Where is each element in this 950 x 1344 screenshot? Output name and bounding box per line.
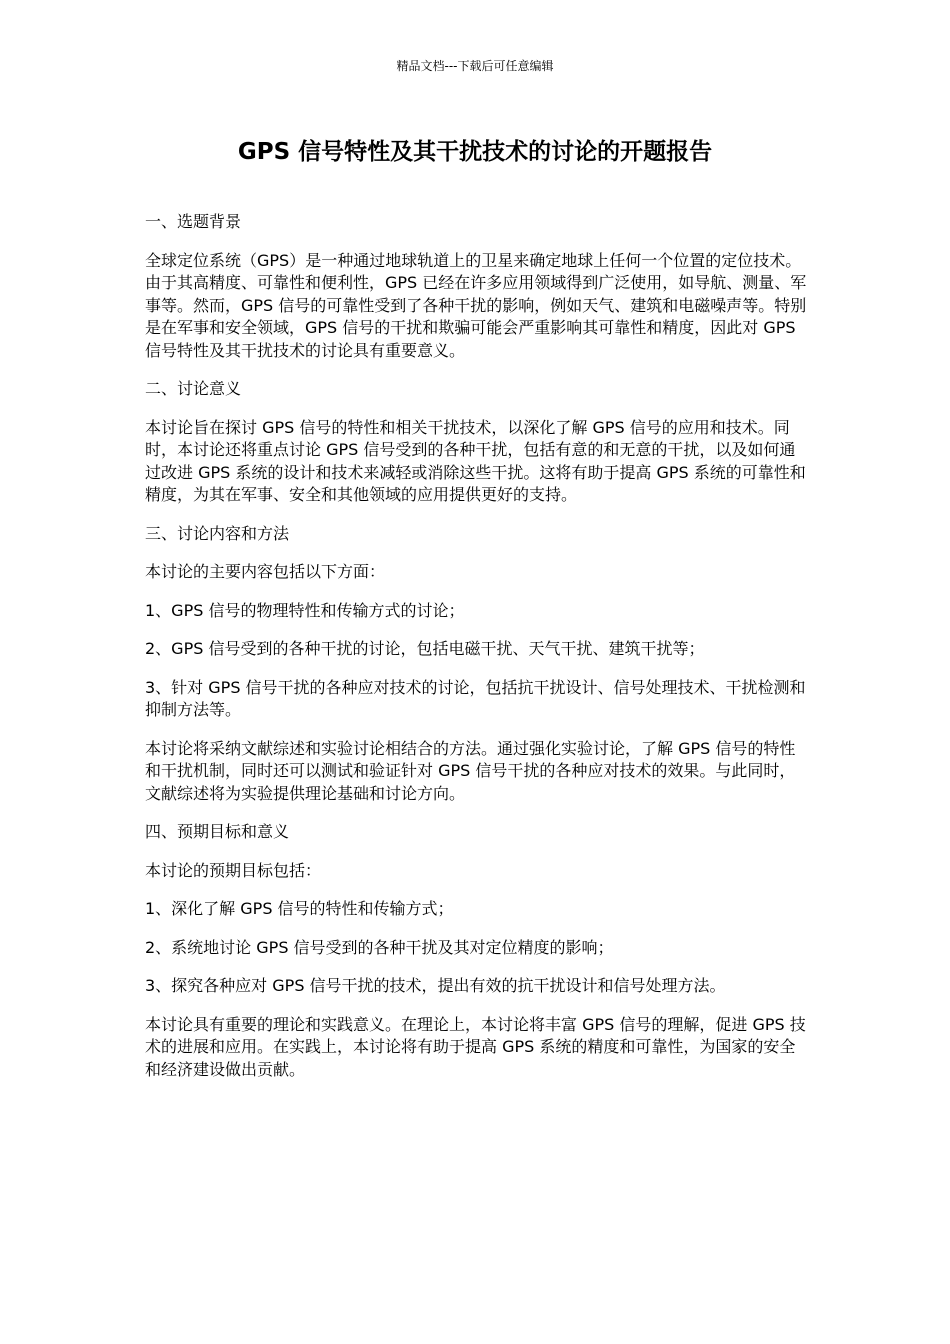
page-header: 精品文档---下载后可任意编辑 [396, 59, 554, 73]
list-item-content-2: 2、GPS 信号受到的各种干扰的讨论，包括电磁干扰、天气干扰、建筑干扰等； [145, 639, 705, 658]
document-body [145, 211, 810, 1097]
paragraph-content-intro: 本讨论的主要内容包括以下方面： [145, 562, 386, 581]
paragraph-background: 全球定位系统（GPS）是一种通过地球轨道上的卫星来确定地球上任何一个位置的定位技术。由于其高精度、可靠性和便利性，GPS 已经在许多应用领域得到广泛使用，如导航、测量、军事等。然而，GPS 信号的可靠性受到了各种干扰的影响，例如天气、建筑和电磁噪声等。特别是在军事和安全领域，GPS 信号的干扰和欺骗可能会严重影响其可靠性和精度，因此对 GPS 信号特性及其干扰技术的讨论具有重要意义。 [145, 250, 807, 360]
list-item-goal-3: 3、探究各种应对 GPS 信号干扰的技术，提出有效的抗干扰设计和信号处理方法。 [145, 976, 726, 995]
section-heading-content-methods: 三、讨论内容和方法 [145, 523, 290, 543]
section-heading-significance: 二、讨论意义 [145, 379, 242, 398]
list-item-goal-2: 2、系统地讨论 GPS 信号受到的各种干扰及其对定位精度的影响； [145, 937, 614, 957]
list-item-content-3: 3、针对 GPS 信号干扰的各种应对技术的讨论，包括抗干扰设计、信号处理技术、干扰检测和抑制方法等。 [145, 677, 806, 719]
paragraph-goals-significance: 本讨论具有重要的理论和实践意义。在理论上，本讨论将丰富 GPS 信号的理解，促进 GPS 技术的进展和应用。在实践上，本讨论将有助于提高 GPS 系统的精度和可靠性，为国家的安全和经济建设做出贡献。 [145, 1014, 806, 1079]
paragraph-significance: 本讨论旨在探讨 GPS 信号的特性和相关干扰技术，以深化了解 GPS 信号的应用和技术。同时，本讨论还将重点讨论 GPS 信号受到的各种干扰，包括有意的和无意的干扰，以及如何通过改进 GPS 系统的设计和技术来减轻或消除这些干扰。这将有助于提高 GPS 系统的可靠性和精度，为其在军事、安全和其他领域的应用提供更好的支持。 [145, 417, 806, 504]
document-title: GPS 信号特性及其干扰技术的讨论的开题报告 [237, 139, 713, 165]
list-item-content-1: 1、GPS 信号的物理特性和传输方式的讨论； [145, 600, 465, 620]
section-heading-goals: 四、预期目标和意义 [145, 822, 290, 841]
section-heading-background: 一、选题背景 [145, 212, 242, 231]
paragraph-methods: 本讨论将采纳文献综述和实验讨论相结合的方法。通过强化实验讨论，了解 GPS 信号的特性和干扰机制，同时还可以测试和验证针对 GPS 信号干扰的各种应对技术的效果。与此同时，文献综述将为实验提供理论基础和讨论方向。 [145, 738, 796, 803]
paragraph-goals-intro: 本讨论的预期目标包括： [145, 860, 322, 880]
list-item-goal-1: 1、深化了解 GPS 信号的特性和传输方式； [145, 899, 454, 918]
